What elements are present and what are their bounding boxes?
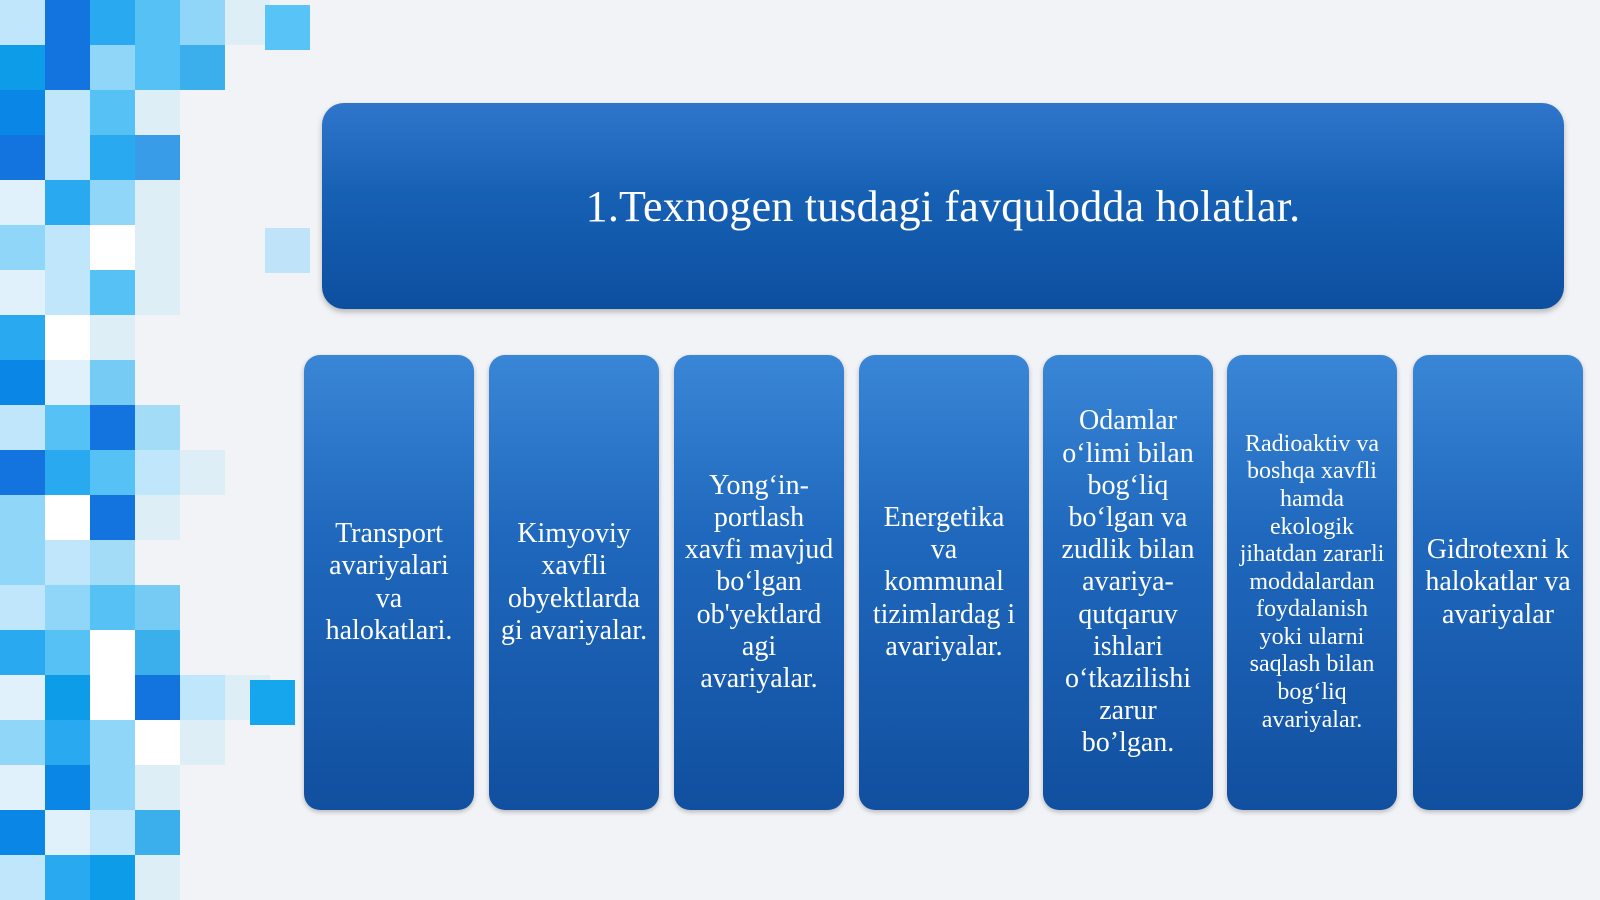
mosaic-tile: [0, 135, 45, 180]
mosaic-tile: [135, 270, 180, 315]
mosaic-tile: [45, 810, 90, 855]
mosaic-tile: [90, 90, 135, 135]
mosaic-tile: [45, 405, 90, 450]
card-text: Radioaktiv va boshqa xavfli hamda ekologik jihatdan zararli moddalardan foydalanish yoki ularni saqlash bilan bog‘liq avariyalar.: [1239, 430, 1385, 733]
mosaic-tile: [90, 450, 135, 495]
mosaic-tile: [90, 45, 135, 90]
mosaic-tile: [45, 315, 90, 360]
mosaic-tile: [45, 450, 90, 495]
mosaic-tile: [45, 630, 90, 675]
mosaic-tile: [0, 540, 45, 585]
mosaic-tile: [45, 180, 90, 225]
mosaic-tile: [225, 0, 270, 45]
mosaic-tile: [0, 180, 45, 225]
mosaic-tile: [0, 810, 45, 855]
mosaic-tile: [45, 90, 90, 135]
mosaic-tile: [0, 0, 45, 45]
mosaic-tile: [0, 765, 45, 810]
mosaic-tile: [135, 405, 180, 450]
mosaic-tile: [0, 315, 45, 360]
mosaic-tile: [135, 855, 180, 900]
mosaic-tile: [0, 630, 45, 675]
mosaic-tile: [45, 855, 90, 900]
mosaic-tile: [0, 675, 45, 720]
card-text: Energetika va kommunal tizimlardag i avariyalar.: [872, 502, 1016, 662]
mosaic-tile: [135, 0, 180, 45]
mosaic-tile: [135, 675, 180, 720]
card-text: Gidrotexni k halokatlar va avariyalar: [1425, 534, 1571, 630]
mosaic-tile: [45, 720, 90, 765]
mosaic-tile: [135, 630, 180, 675]
card-energy: [859, 355, 1029, 810]
mosaic-tile: [135, 810, 180, 855]
mosaic-tile: [265, 228, 310, 273]
mosaic-tile: [45, 225, 90, 270]
mosaic-tile: [250, 680, 295, 725]
mosaic-tile: [90, 270, 135, 315]
decorative-pixel-mosaic: [0, 0, 320, 899]
card-text: Yong‘in-portlash xavfi mavjud bo‘lgan ob'yektlard agi avariyalar.: [684, 469, 834, 694]
mosaic-tile: [45, 360, 90, 405]
mosaic-tile: [90, 855, 135, 900]
mosaic-tile: [180, 675, 225, 720]
mosaic-tile: [0, 360, 45, 405]
slide-title: 1.Texnogen tusdagi favqulodda holatlar.: [585, 181, 1301, 231]
mosaic-tile: [135, 495, 180, 540]
mosaic-tile: [135, 720, 180, 765]
mosaic-tile: [90, 315, 135, 360]
mosaic-tile: [90, 585, 135, 630]
mosaic-tile: [90, 135, 135, 180]
mosaic-tile: [90, 495, 135, 540]
mosaic-tile: [90, 720, 135, 765]
mosaic-tile: [45, 540, 90, 585]
mosaic-tile: [90, 675, 135, 720]
mosaic-tile: [135, 765, 180, 810]
mosaic-tile: [90, 225, 135, 270]
mosaic-tile: [45, 765, 90, 810]
card-fire-explosion: [674, 355, 844, 810]
mosaic-tile: [135, 90, 180, 135]
mosaic-tile: [265, 5, 310, 50]
mosaic-tile: [0, 585, 45, 630]
mosaic-tile: [135, 135, 180, 180]
title-banner: [322, 103, 1564, 309]
mosaic-tile: [180, 720, 225, 765]
mosaic-tile: [0, 90, 45, 135]
mosaic-tile: [0, 855, 45, 900]
mosaic-tile: [90, 360, 135, 405]
card-hydrotechnical: [1413, 355, 1583, 810]
mosaic-tile: [45, 675, 90, 720]
card-chemical: [489, 355, 659, 810]
mosaic-tile: [135, 180, 180, 225]
mosaic-tile: [90, 180, 135, 225]
mosaic-tile: [0, 405, 45, 450]
mosaic-tile: [180, 450, 225, 495]
card-radioactive: [1227, 355, 1397, 810]
mosaic-tile: [180, 0, 225, 45]
card-text: Transport avariyalari va halokatlari.: [325, 518, 453, 646]
mosaic-tile: [180, 45, 225, 90]
card-text: Kimyoviy xavfli obyektlarda gi avariyalar.: [500, 518, 648, 646]
mosaic-tile: [90, 405, 135, 450]
mosaic-tile: [135, 45, 180, 90]
card-casualties: [1043, 355, 1213, 810]
mosaic-tile: [45, 135, 90, 180]
card-text: Odamlar o‘limi bilan bog‘liq bo‘lgan va zudlik bilan avariya-qutqaruv ishlari o‘tkazilishi zarur bo’lgan.: [1061, 405, 1195, 759]
mosaic-tile: [90, 810, 135, 855]
mosaic-tile: [45, 585, 90, 630]
mosaic-tile: [90, 540, 135, 585]
mosaic-tile: [0, 270, 45, 315]
mosaic-tile: [45, 270, 90, 315]
mosaic-tile: [0, 225, 45, 270]
mosaic-tile: [135, 225, 180, 270]
mosaic-tile: [0, 45, 45, 90]
card-transport: [304, 355, 474, 810]
mosaic-tile: [45, 0, 90, 45]
mosaic-tile: [90, 630, 135, 675]
mosaic-tile: [45, 495, 90, 540]
mosaic-tile: [0, 720, 45, 765]
mosaic-tile: [0, 450, 45, 495]
mosaic-tile: [0, 495, 45, 540]
mosaic-tile: [45, 45, 90, 90]
mosaic-tile: [135, 450, 180, 495]
mosaic-tile: [135, 585, 180, 630]
mosaic-tile: [90, 765, 135, 810]
mosaic-tile: [90, 0, 135, 45]
